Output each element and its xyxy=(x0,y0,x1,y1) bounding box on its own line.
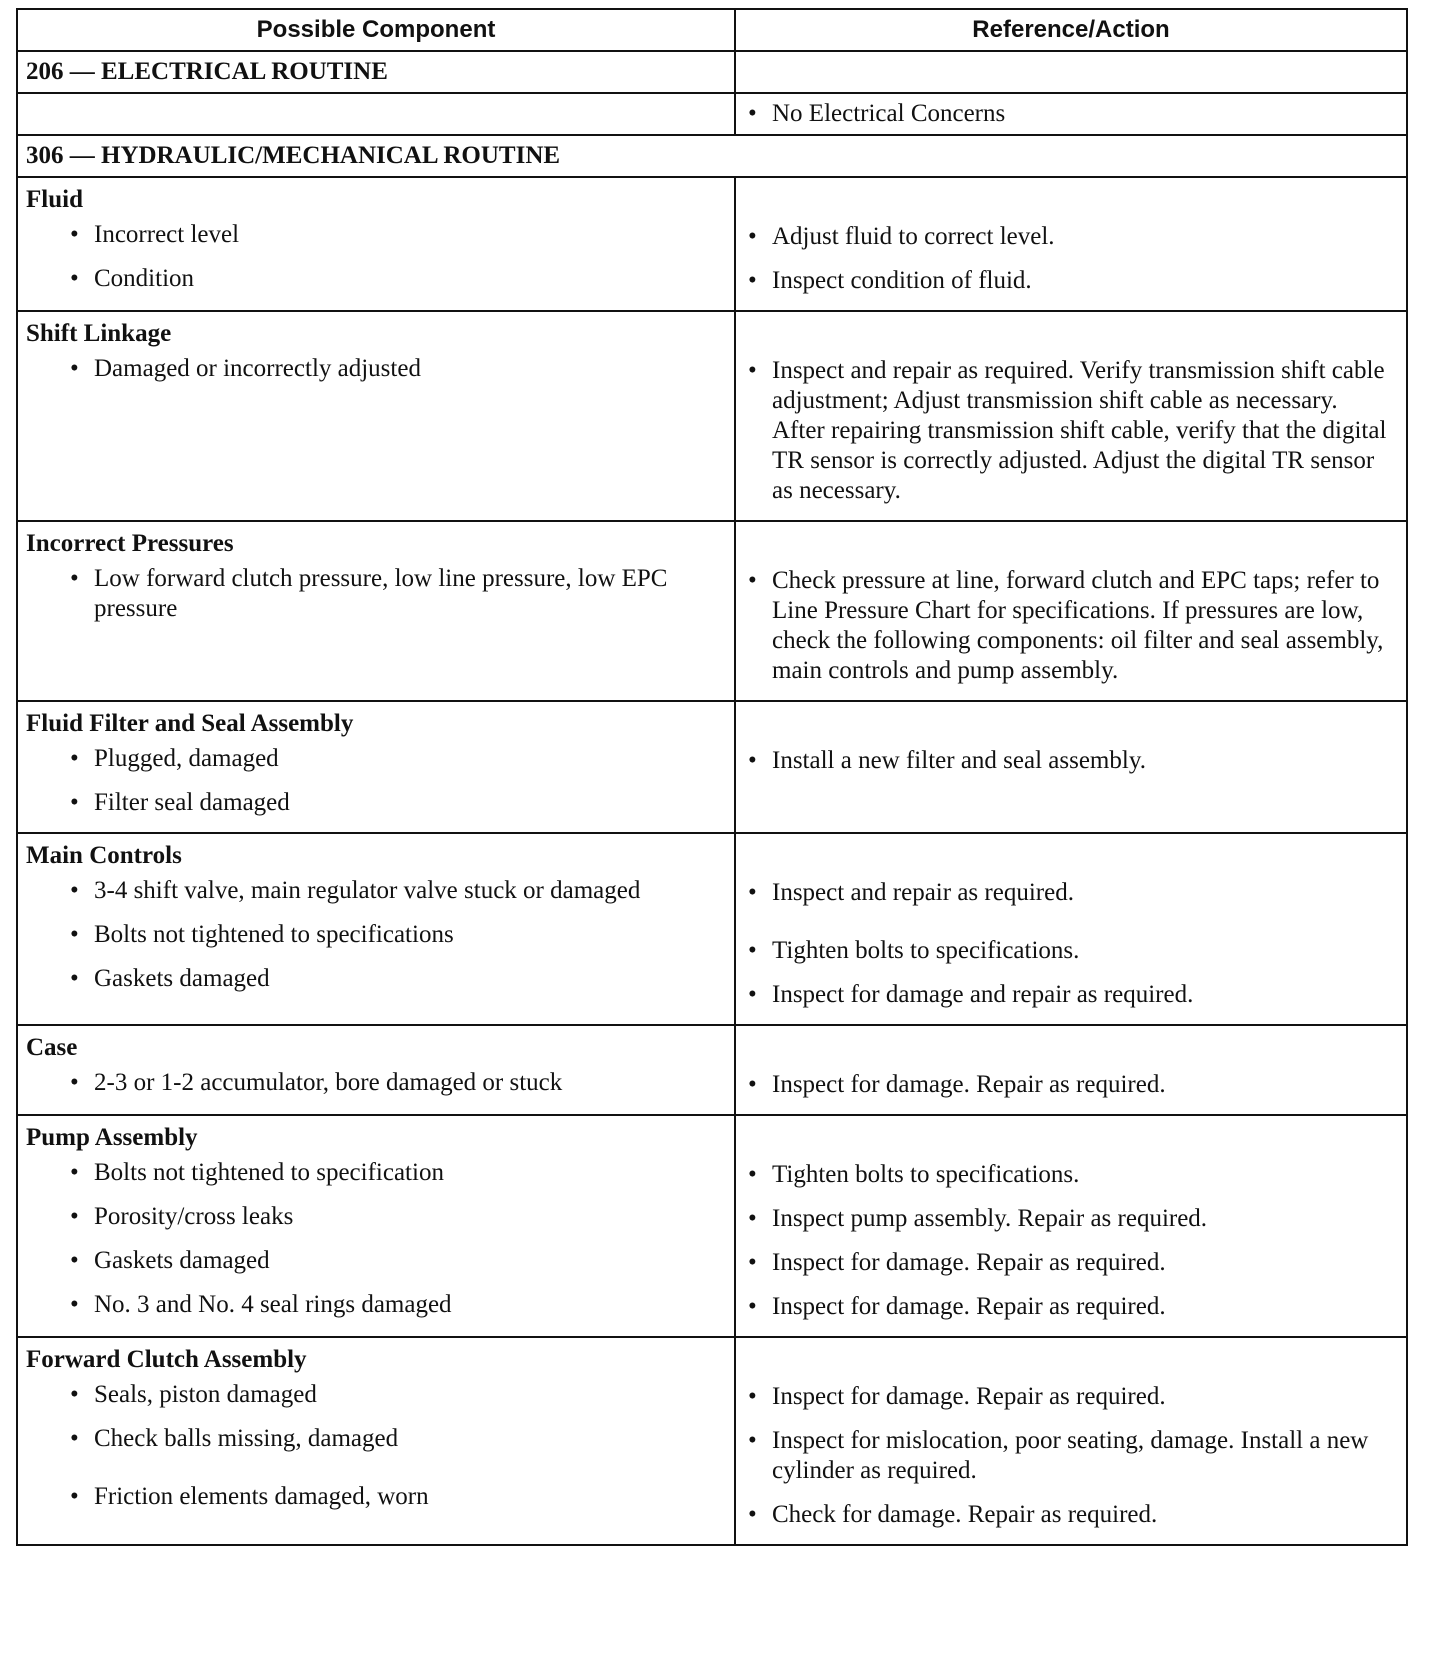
component-cell xyxy=(17,833,735,1025)
component-text: Bolts not tightened to specification xyxy=(94,1159,444,1186)
component-cell xyxy=(17,177,735,311)
action-cell xyxy=(735,1115,1407,1337)
group-title: Case xyxy=(26,1034,78,1061)
bullet: • xyxy=(70,221,79,248)
group-title-spacer xyxy=(736,178,1406,222)
header-possible-component: Possible Component xyxy=(17,9,735,51)
bullet: • xyxy=(70,1159,79,1186)
action-text: Inspect and repair as required. xyxy=(772,879,1074,906)
action-cell xyxy=(735,177,1407,311)
component-text: Filter seal damaged xyxy=(94,789,290,816)
component-item xyxy=(18,1202,734,1232)
bullet: • xyxy=(70,1247,79,1274)
action-text: Tighten bolts to specifications. xyxy=(772,1161,1080,1188)
component-cell xyxy=(17,1337,735,1545)
diagnosis-table xyxy=(16,8,1408,1546)
action-item xyxy=(736,356,1406,506)
action-item xyxy=(736,1426,1406,1486)
bullet: • xyxy=(748,1383,757,1410)
group-row xyxy=(17,833,1407,1025)
bullet: • xyxy=(748,1501,757,1528)
action-cell xyxy=(735,701,1407,833)
component-text: Porosity/cross leaks xyxy=(94,1203,294,1230)
action-text: Inspect pump assembly. Repair as required. xyxy=(772,1205,1208,1232)
action-text: Inspect for damage. Repair as required. xyxy=(772,1249,1166,1276)
bullet: • xyxy=(70,1069,79,1096)
action-item xyxy=(736,1292,1406,1322)
component-text: Gaskets damaged xyxy=(94,1247,270,1274)
bullet: • xyxy=(70,1381,79,1408)
group-row xyxy=(17,1115,1407,1337)
component-item xyxy=(18,1246,734,1276)
action-text: Inspect condition of fluid. xyxy=(772,267,1032,294)
bullet: • xyxy=(748,267,757,294)
bullet: • xyxy=(748,1293,757,1320)
component-item xyxy=(18,220,734,250)
component-text: Gaskets damaged xyxy=(94,965,270,992)
action-cell xyxy=(735,833,1407,1025)
action-item xyxy=(736,936,1406,966)
action-text: Inspect for mislocation, poor seating, damage. Install a new cylinder as required. xyxy=(772,1427,1369,1484)
electrical-note-text: No Electrical Concerns xyxy=(772,100,1006,127)
action-text: Tighten bolts to specifications. xyxy=(772,937,1080,964)
header-row xyxy=(17,9,1407,51)
bullet: • xyxy=(70,921,79,948)
bullet: • xyxy=(70,265,79,292)
bullet: • xyxy=(70,965,79,992)
section-title-hydraulic: 306 — HYDRAULIC/MECHANICAL ROUTINE xyxy=(17,135,1407,177)
group-title: Pump Assembly xyxy=(26,1124,198,1151)
list-item xyxy=(736,99,1406,129)
action-text: Inspect for damage. Repair as required. xyxy=(772,1383,1166,1410)
bullet: • xyxy=(748,1249,757,1276)
bullet: • xyxy=(70,1483,79,1510)
action-item xyxy=(736,266,1406,296)
action-item xyxy=(736,980,1406,1010)
bullet: • xyxy=(70,877,79,904)
bullet: • xyxy=(70,1425,79,1452)
action-cell xyxy=(735,521,1407,701)
diagnosis-table-container xyxy=(16,8,1406,1546)
group-title-spacer xyxy=(736,522,1406,566)
group-title-spacer xyxy=(736,312,1406,356)
component-item xyxy=(18,1290,734,1320)
action-item xyxy=(736,1382,1406,1412)
component-item xyxy=(18,1424,734,1454)
component-text: 3-4 shift valve, main regulator valve stuck or damaged xyxy=(94,877,641,904)
component-text: Seals, piston damaged xyxy=(94,1381,317,1408)
bullet: • xyxy=(748,981,757,1008)
bullet: • xyxy=(748,1205,757,1232)
component-item xyxy=(18,1068,734,1098)
group-title-spacer xyxy=(736,1116,1406,1160)
electrical-note-row xyxy=(17,93,1407,135)
component-text: Incorrect level xyxy=(94,221,240,248)
action-item xyxy=(736,1500,1406,1530)
component-text: Damaged or incorrectly adjusted xyxy=(94,355,421,382)
bullet: • xyxy=(70,1203,79,1230)
action-item xyxy=(736,222,1406,252)
component-cell xyxy=(17,701,735,833)
component-item xyxy=(18,964,734,994)
section-row-electrical xyxy=(17,51,1407,93)
bullet: • xyxy=(748,100,757,127)
group-title: Incorrect Pressures xyxy=(26,530,234,557)
component-item xyxy=(18,744,734,774)
empty-cell xyxy=(735,51,1407,93)
component-text: Friction elements damaged, worn xyxy=(94,1483,429,1510)
component-text: No. 3 and No. 4 seal rings damaged xyxy=(94,1291,452,1318)
section-row-hydraulic xyxy=(17,135,1407,177)
action-text: Inspect for damage. Repair as required. xyxy=(772,1293,1166,1320)
action-cell xyxy=(735,1337,1407,1545)
action-item xyxy=(736,746,1406,776)
action-item xyxy=(736,878,1406,908)
bullet: • xyxy=(748,357,757,384)
bullet: • xyxy=(748,1427,757,1454)
bullet: • xyxy=(748,747,757,774)
action-text: Inspect and repair as required. Verify transmission shift cable adjustment; Adjust transmission shift cable as necessary. After repairing transmission shift cable, verify that the digital TR sensor is correctly adjusted. Adjust the digital TR sensor as necessary. xyxy=(772,357,1387,504)
action-cell xyxy=(735,311,1407,521)
component-text: Plugged, damaged xyxy=(94,745,279,772)
component-text: Bolts not tightened to specifications xyxy=(94,921,454,948)
group-title-spacer xyxy=(736,1026,1406,1070)
group-row xyxy=(17,521,1407,701)
action-item xyxy=(736,1248,1406,1278)
bullet: • xyxy=(748,937,757,964)
component-item xyxy=(18,920,734,950)
component-text: Condition xyxy=(94,265,195,292)
bullet: • xyxy=(70,1291,79,1318)
component-cell xyxy=(17,1025,735,1115)
empty-cell xyxy=(17,93,735,135)
section-title-electrical: 206 — ELECTRICAL ROUTINE xyxy=(17,51,735,93)
bullet: • xyxy=(70,745,79,772)
group-title-spacer xyxy=(736,702,1406,746)
component-cell xyxy=(17,521,735,701)
group-title: Fluid Filter and Seal Assembly xyxy=(26,710,354,737)
action-item xyxy=(736,566,1406,686)
bullet: • xyxy=(748,223,757,250)
component-item xyxy=(18,788,734,818)
component-item xyxy=(18,1158,734,1188)
action-text: Install a new filter and seal assembly. xyxy=(772,747,1146,774)
bullet: • xyxy=(748,567,757,594)
action-text: Inspect for damage. Repair as required. xyxy=(772,1071,1166,1098)
header-reference-action: Reference/Action xyxy=(735,9,1407,51)
component-cell xyxy=(17,1115,735,1337)
group-row xyxy=(17,311,1407,521)
component-text: Check balls missing, damaged xyxy=(94,1425,399,1452)
action-text: Check pressure at line, forward clutch and EPC taps; refer to Line Pressure Chart for specifications. If pressures are low, check the following components: oil filter and seal assembly, main controls and pump assembly. xyxy=(772,567,1384,684)
component-item xyxy=(18,354,734,384)
group-title-spacer xyxy=(736,1338,1406,1382)
group-row xyxy=(17,177,1407,311)
component-cell xyxy=(17,311,735,521)
component-item xyxy=(18,876,734,906)
bullet: • xyxy=(70,355,79,382)
component-item xyxy=(18,1380,734,1410)
action-item xyxy=(736,1204,1406,1234)
action-text: Adjust fluid to correct level. xyxy=(772,223,1055,250)
component-item xyxy=(18,264,734,294)
bullet: • xyxy=(748,1071,757,1098)
action-text: Inspect for damage and repair as required. xyxy=(772,981,1194,1008)
group-row xyxy=(17,1337,1407,1545)
group-title: Shift Linkage xyxy=(26,320,172,347)
action-text: Check for damage. Repair as required. xyxy=(772,1501,1158,1528)
component-item xyxy=(18,564,734,624)
group-title: Main Controls xyxy=(26,842,182,869)
bullet: • xyxy=(70,789,79,816)
group-title: Fluid xyxy=(26,186,83,213)
group-title: Forward Clutch Assembly xyxy=(26,1346,307,1373)
group-row xyxy=(17,1025,1407,1115)
action-cell xyxy=(735,1025,1407,1115)
bullet: • xyxy=(748,879,757,906)
electrical-note-cell xyxy=(735,93,1407,135)
group-title-spacer xyxy=(736,834,1406,878)
component-item xyxy=(18,1482,734,1512)
action-item xyxy=(736,1160,1406,1190)
component-text: Low forward clutch pressure, low line pressure, low EPC pressure xyxy=(94,565,668,622)
bullet: • xyxy=(748,1161,757,1188)
action-item xyxy=(736,1070,1406,1100)
group-row xyxy=(17,701,1407,833)
component-text: 2-3 or 1-2 accumulator, bore damaged or stuck xyxy=(94,1069,563,1096)
bullet: • xyxy=(70,565,79,592)
